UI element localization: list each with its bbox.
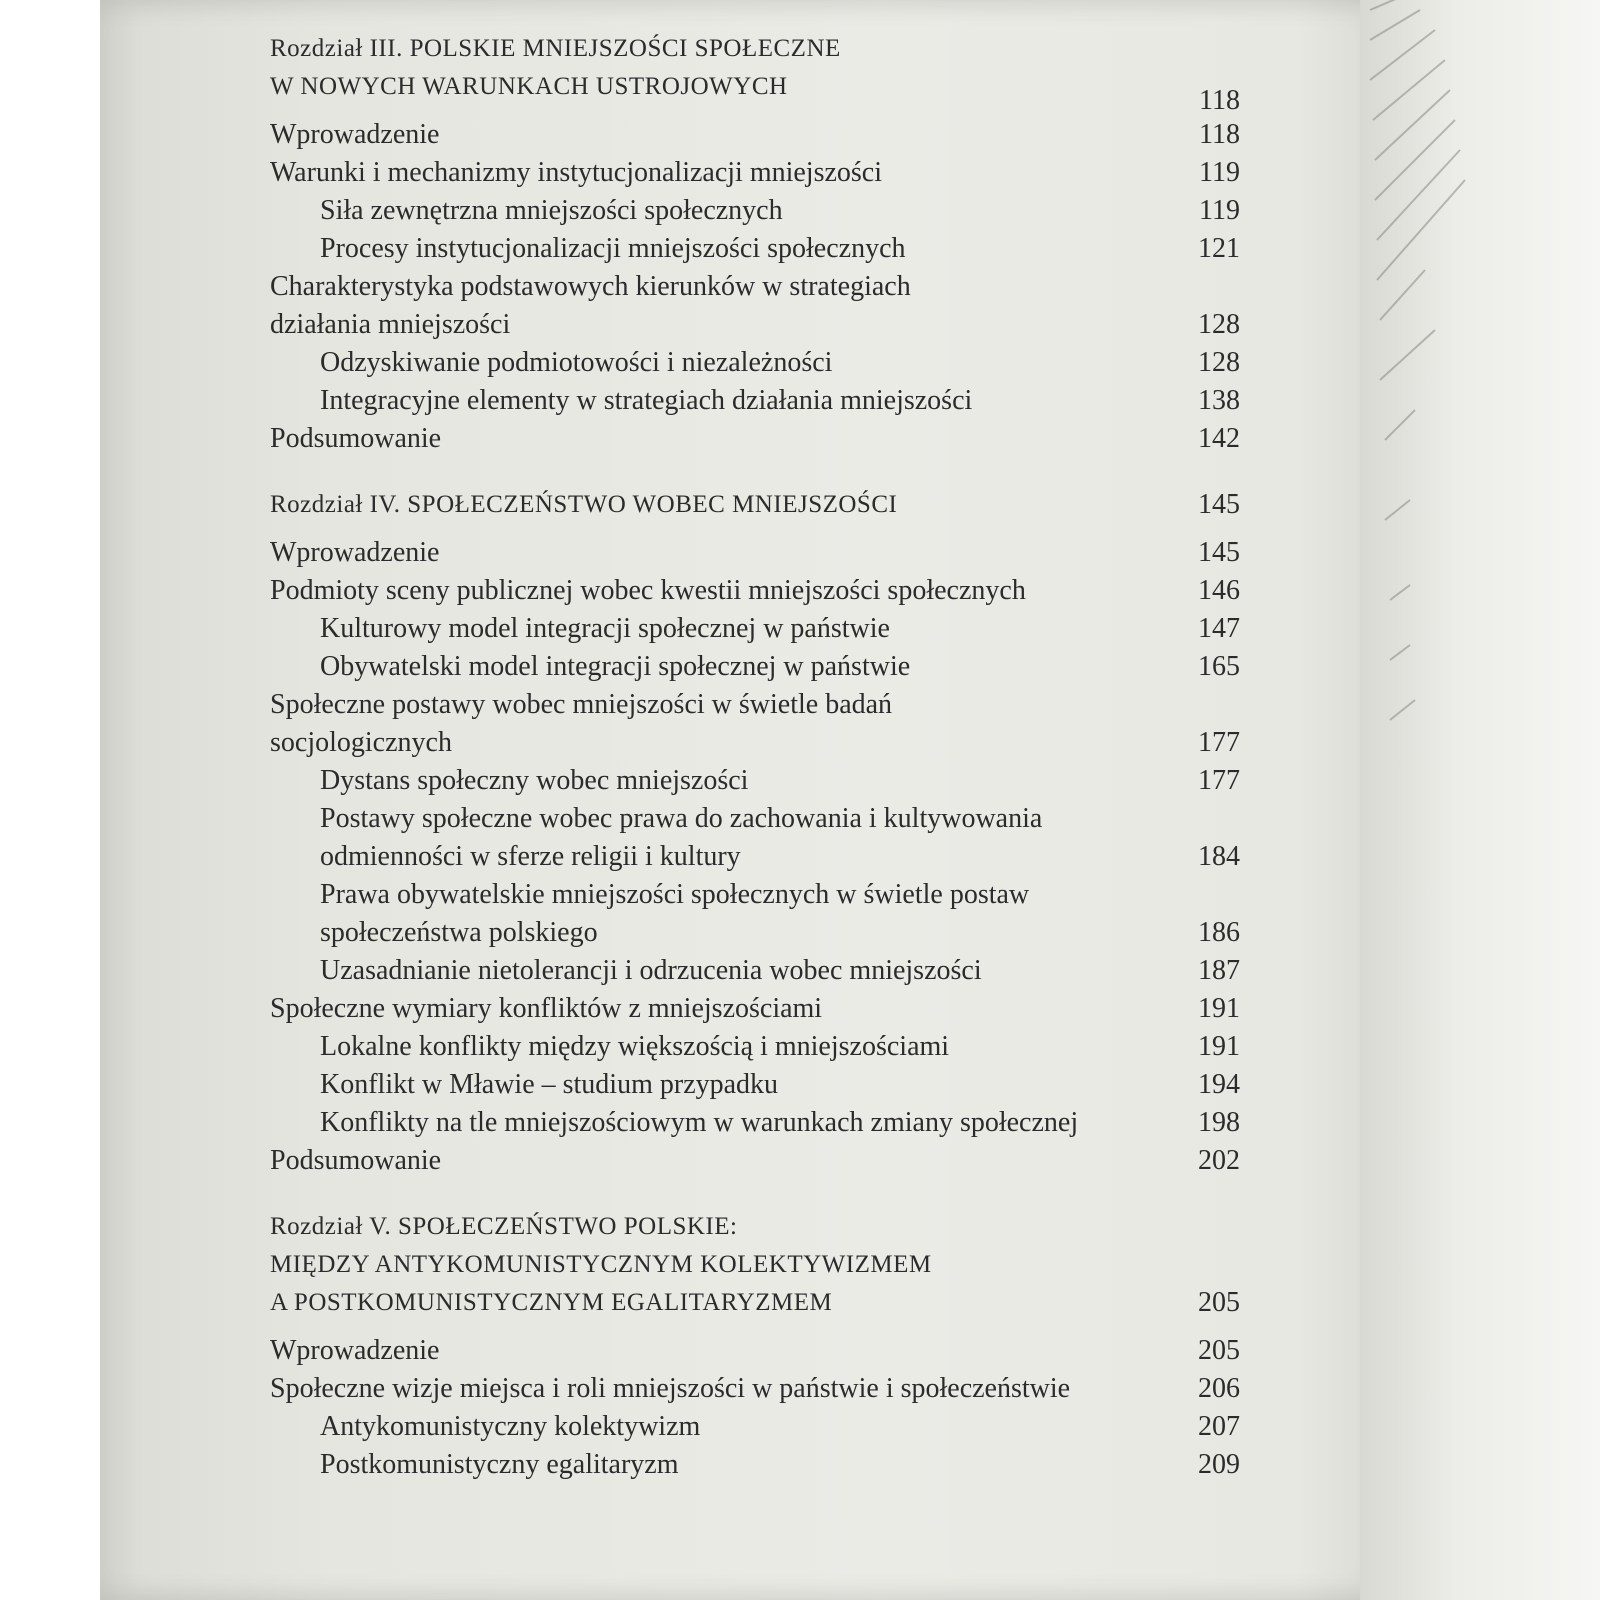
page-number: 186 [1198, 917, 1240, 948]
toc-entry: Społeczne wizje miejsca i roli mniejszości w państwie i społeczeństwie 206 [270, 1370, 1300, 1408]
page-number: 206 [1198, 1373, 1240, 1404]
toc-entry: Podsumowanie 142 [270, 420, 1300, 458]
facing-page-text-texture [1365, 0, 1485, 760]
page-number: 205 [1198, 1287, 1240, 1318]
toc-entry: działania mniejszości 128 [270, 306, 1300, 344]
toc-entry: Społeczne postawy wobec mniejszości w świetle badań [270, 689, 893, 720]
page-number: 119 [1199, 195, 1240, 226]
page-number: 207 [1198, 1411, 1240, 1442]
toc-subentry: Prawa obywatelskie mniejszości społecznych w świetle postaw [320, 879, 1030, 910]
page-number: 145 [1198, 489, 1240, 520]
toc-entry: Wprowadzenie 205 [270, 1332, 1300, 1370]
toc-entry: Podsumowanie 202 [270, 1142, 1300, 1180]
page-number: 187 [1198, 955, 1240, 986]
toc-entry: socjologicznych 177 [270, 724, 1300, 762]
toc-subentry: Uzasadnianie nietolerancji i odrzucenia wobec mniejszości 187 [270, 952, 1300, 990]
chapter-heading: Rozdział IV. SPOŁECZEŃSTWO WOBEC MNIEJSZOŚCI 145 [270, 486, 1300, 524]
page-number: 128 [1198, 309, 1240, 340]
page-number: 198 [1198, 1107, 1240, 1138]
toc-subentry: Odzyskiwanie podmiotowości i niezależności 128 [270, 344, 1300, 382]
toc-subentry: Konflikt w Mławie – studium przypadku 194 [270, 1066, 1300, 1104]
page-number: 209 [1198, 1449, 1240, 1480]
chapter-heading: MIĘDZY ANTYKOMUNISTYCZNYM KOLEKTYWIZMEM [270, 1251, 932, 1278]
toc-subentry: Konflikty na tle mniejszościowym w warunkach zmiany społecznej 198 [270, 1104, 1300, 1142]
page-number: 118 [1199, 119, 1240, 150]
page-number: 138 [1198, 385, 1240, 416]
toc-subentry: Siła zewnętrzna mniejszości społecznych 119 [270, 192, 1300, 230]
page-number: 202 [1198, 1145, 1240, 1176]
page-number: 147 [1198, 613, 1240, 644]
page-number: 119 [1199, 157, 1240, 188]
page-number: 118 [1199, 85, 1240, 116]
page-number: 121 [1198, 233, 1240, 264]
toc-subentry: Postkomunistyczny egalitaryzm 209 [270, 1446, 1300, 1484]
page-number: 177 [1198, 727, 1240, 758]
table-of-contents [270, 30, 1300, 1484]
toc-subentry: Antykomunistyczny kolektywizm 207 [270, 1408, 1300, 1446]
page-number: 165 [1198, 651, 1240, 682]
page-number: 205 [1198, 1335, 1240, 1366]
page-number: 191 [1198, 1031, 1240, 1062]
chapter-heading: Rozdział III. POLSKIE MNIEJSZOŚCI SPOŁECZNE [270, 35, 841, 62]
chapter-heading: A POSTKOMUNISTYCZNYM EGALITARYZMEM 205 [270, 1284, 1300, 1322]
toc-subentry: społeczeństwa polskiego 186 [270, 914, 1300, 952]
chapter-heading: W NOWYCH WARUNKACH USTROJOWYCH 118 [270, 68, 1300, 106]
toc-subentry: Procesy instytucjonalizacji mniejszości społecznych 121 [270, 230, 1300, 268]
page-number: 194 [1198, 1069, 1240, 1100]
page-number: 177 [1198, 765, 1240, 796]
toc-subentry: Integracyjne elementy w strategiach działania mniejszości 138 [270, 382, 1300, 420]
page-number: 142 [1198, 423, 1240, 454]
toc-entry: Podmioty sceny publicznej wobec kwestii mniejszości społecznych 146 [270, 572, 1300, 610]
page-number: 128 [1198, 347, 1240, 378]
page-number: 184 [1198, 841, 1240, 872]
toc-entry: Społeczne wymiary konfliktów z mniejszościami 191 [270, 990, 1300, 1028]
toc-subentry: Obywatelski model integracji społecznej w państwie 165 [270, 648, 1300, 686]
toc-entry: Wprowadzenie 118 [270, 116, 1300, 154]
page-number: 146 [1198, 575, 1240, 606]
toc-entry: Charakterystyka podstawowych kierunków w strategiach [270, 271, 911, 302]
toc-entry: Wprowadzenie 145 [270, 534, 1300, 572]
toc-entry: Warunki i mechanizmy instytucjonalizacji mniejszości 119 [270, 154, 1300, 192]
toc-subentry: Lokalne konflikty między większością i mniejszościami 191 [270, 1028, 1300, 1066]
page-number: 145 [1198, 537, 1240, 568]
page-number: 191 [1198, 993, 1240, 1024]
toc-subentry: odmienności w sferze religii i kultury 184 [270, 838, 1300, 876]
chapter-heading: Rozdział V. SPOŁECZEŃSTWO POLSKIE: [270, 1213, 738, 1240]
toc-subentry: Dystans społeczny wobec mniejszości 177 [270, 762, 1300, 800]
toc-subentry: Kulturowy model integracji społecznej w państwie 147 [270, 610, 1300, 648]
toc-subentry: Postawy społeczne wobec prawa do zachowania i kultywowania [320, 803, 1043, 834]
